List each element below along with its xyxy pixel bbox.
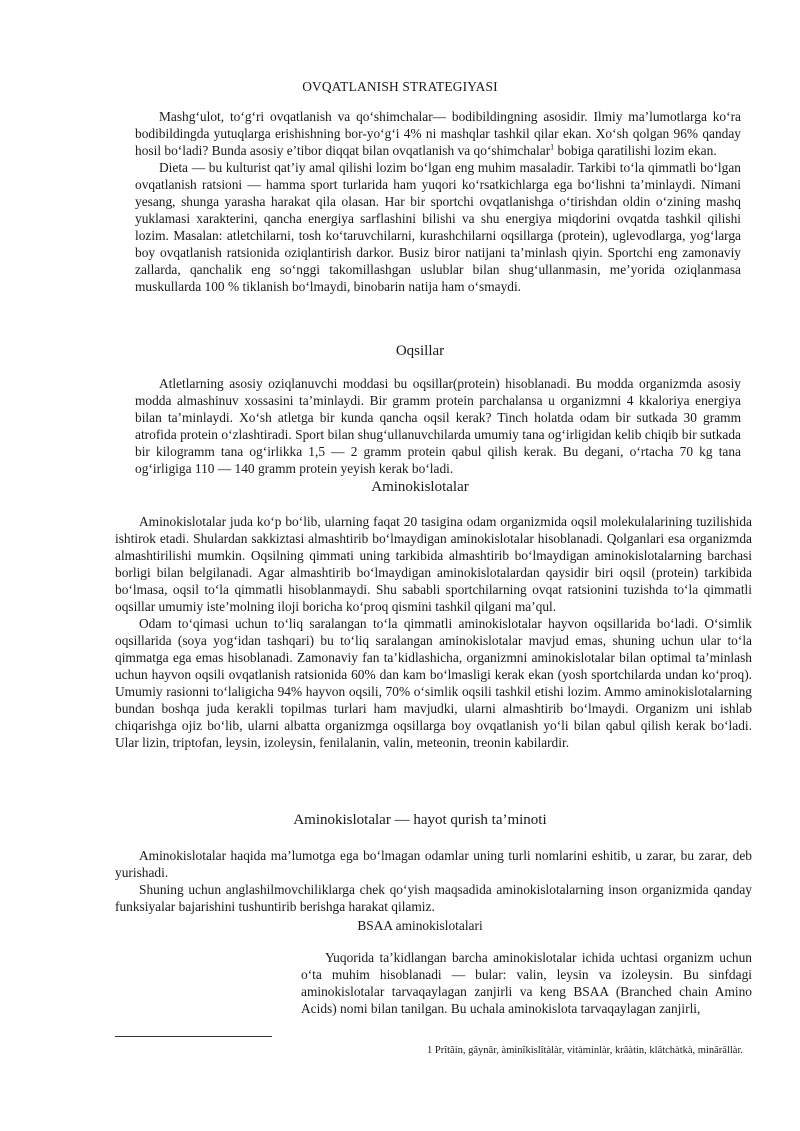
section-heading-hayot: Aminokislotalar — hayot qurish ta’minoti	[293, 812, 547, 828]
aminokislotalar-section	[115, 513, 752, 751]
bsaa-paragraph-1: Yuqorida ta’kidlangan barcha aminokislotalar ichida uchtasi organizm uchun o‘ta muhim hisoblanadi — bular: valin, leysin va izoleysin. Bu sinfdagi aminokislotalar tarvaqaylagan zanjirli va keng BSAA (Branched chain Amino Acids) nomi bilan tanilgan. Bu uchala aminokislota tarvaqaylagan zanjirli,	[301, 950, 752, 1016]
section-heading-aminokislotalar: Aminokislotalar	[371, 479, 469, 495]
section-heading-bsaa: BSAA aminokislotalari	[357, 918, 483, 933]
document-title: OVQATLANISH STRATEGIYASI	[302, 79, 498, 94]
intro-section	[135, 108, 741, 295]
bsaa-section	[301, 949, 752, 1017]
oqsillar-paragraph-1: Atletlarning asosiy oziqlanuvchi moddasi bu oqsillar(protein) hisoblanadi. Bu modda organizmda asosiy modda almashinuv xossasini ta’minlaydi. Bir gramm protein parchalansa u organizmni 4 kkaloriya energiya bilan ta’minlaydi. Xo‘sh atletga bir kunda qancha oqsil kerak? Tinch holatda odam bir sutkada 30 gramm atrofida protein o‘zlashtiradi. Sport bilan shug‘ullanuvchilarda umumiy tana og‘irligidan kelib chiqib bir sutkada bir kilogramm tana og‘irlikka 1,5 — 2 gramm protein qabul qilish kerak. Bu degani, o‘rtacha 70 kg tana og‘irligiga 110 — 140 gramm protein yeyish kerak bo‘ladi.	[135, 376, 741, 476]
oqsillar-section	[135, 375, 741, 477]
hayot-paragraph-2: Shuning uchun anglashilmovchiliklarga chek qo‘yish maqsadida aminokislotalarning inson organizmida qanday funksiyalar bajarishini tushuntirib berishga harakat qilamiz.	[115, 882, 752, 914]
aminokislotalar-paragraph-2: Odam to‘qimasi uchun to‘liq saralangan to‘la qimmatli aminokislotalar hayvon oqsillarida bo‘ladi. O‘simlik oqsillarida (soya yog‘idan tashqari) bu to‘liq saralangan aminokislotalar mavjud emas, shuning uchun ular to‘la qimmatga ega emas hisoblanadi. Zamonaviy fan ta’kidlashicha, organizmni aminokislotalar bilan optimal ta’minlash uchun hayvon oqsili ovqatlanish ratsionida 60% dan kam bo‘lmasligi kerak ekan (yosh sportchilarda undan ko‘proq). Umumiy rasionni to‘laligicha 94% hayvon oqsili, 70% o‘simlik oqsili tashkil etishi lozim. Ammo aminokislotalarning bundan boshqa juda kerakli topilmas turlari ham mavjudki, ularni almashtirib bo‘lmaydi. Organizm uni ishlab chiqarishga ojiz bo‘lib, ularni albatta organizmga oqsillarga boy ovqatlanish yo‘li bilan qabul qilish kerak bo‘ladi. Ular lizin, triptofan, leysin, izoleysin, fenilalanin, valin, meteonin, treonin kabilardir.	[115, 616, 752, 750]
footnote-reference[interactable]: 1	[550, 142, 555, 152]
intro-paragraph-1: Mashg‘ulot, to‘g‘ri ovqatlanish va qo‘shimchalar— bodibildingning asosidir. Ilmiy ma’lumotlarga ko‘ra bodibildingda yutuqlarga erishishning bor-yo‘g‘i 4% ni mashqlar tashkil qilar ekan. Xo‘sh qolgan 96% qanday hosil bo‘ladi? Bunda asosiy e’tibor diqqat bilan ovqatlanish va qo‘shimchalar$^1$ bobiga qaratilishi lozim ekan.	[135, 109, 741, 158]
footnote-divider	[115, 1036, 272, 1037]
section-heading-oqsillar: Oqsillar	[395, 343, 445, 359]
hayot-paragraph-1: Aminokislotalar haqida ma’lumotga ega bo‘lmagan odamlar uning turli nomlarini eshitib, u zarar, bu zarar, deb yurishadi.	[115, 848, 752, 880]
hayot-section	[115, 847, 752, 915]
aminokislotalar-paragraph-1: Aminokislotalar juda ko‘p bo‘lib, ularning faqat 20 tasigina odam organizmida oqsil molekulalarining tuzilishida ishtirok etadi. Shulardan sakkiztasi almashtirib bo‘lmaydigan aminokislotalar hisoblanadi. Qolganlari esa organizmda almashtirilishi mumkin. Oqsilning qimmati uning tarkibida almashtirib bo‘lmaydigan aminokislotalarning barchasi borligi bilan belgilanadi. Agar almashtirib bo‘lmaydigan aminokislotalardan qaysidir biri oqsil (protein) tarkibida bo‘lmasa, oqsil to‘la qimmatli hisoblanmaydi. Shu sababli sportchilarning ovqat ratsionini tuzishda to‘la qimmatli oqsillar umumiy iste’molning iloji boricha ko‘proq qismini tashkil qilgani ma’qul.	[115, 514, 752, 614]
intro-paragraph-2: Dieta — bu kulturist qat’iy amal qilishi lozim bo‘lgan eng muhim masaladir. Tarkibi to‘la qimmatli bo‘lgan ovqatlanish ratsioni — hamma sport turlarida ham yuqori ko‘rsatkichlarga ega bo‘lishni ta’minlaydi. Nimani yesang, shunga yarasha harakat qila olasan. Har bir sportchi ovqatlanishga o‘tirishdan oldin o‘zining mashq yuklamasi xarakterini, qancha energiya sarflashini bilishi va shu energiya miqdorini ovqatda tashkil qilishi lozim. Masalan: atletchilarni, tosh ko‘taruvchilarni, kurashchilarni oqsillarga (protein), uglevodlarga, yog‘larga boy ovqatlanish ratsionida oziqlantirish darkor. Busiz biror natijani ta’minlash qiyin. Sportchi eng zamonaviy zallarda, qanchalik eng so‘nggi takomillashgan uslublar bilan shug‘ullanmasin, me’yorida oziqlanmasa muskullarda 100 % tiklanish bo‘lmaydi, binobarin natija ham o‘smaydi.	[135, 160, 741, 294]
footnote-text: 1 Prîtâin, gâynâr, àminîkislîtàlàr, vitàminlàr, krâàtin, klâtchàtkà, minârâllàr.	[427, 1045, 743, 1056]
